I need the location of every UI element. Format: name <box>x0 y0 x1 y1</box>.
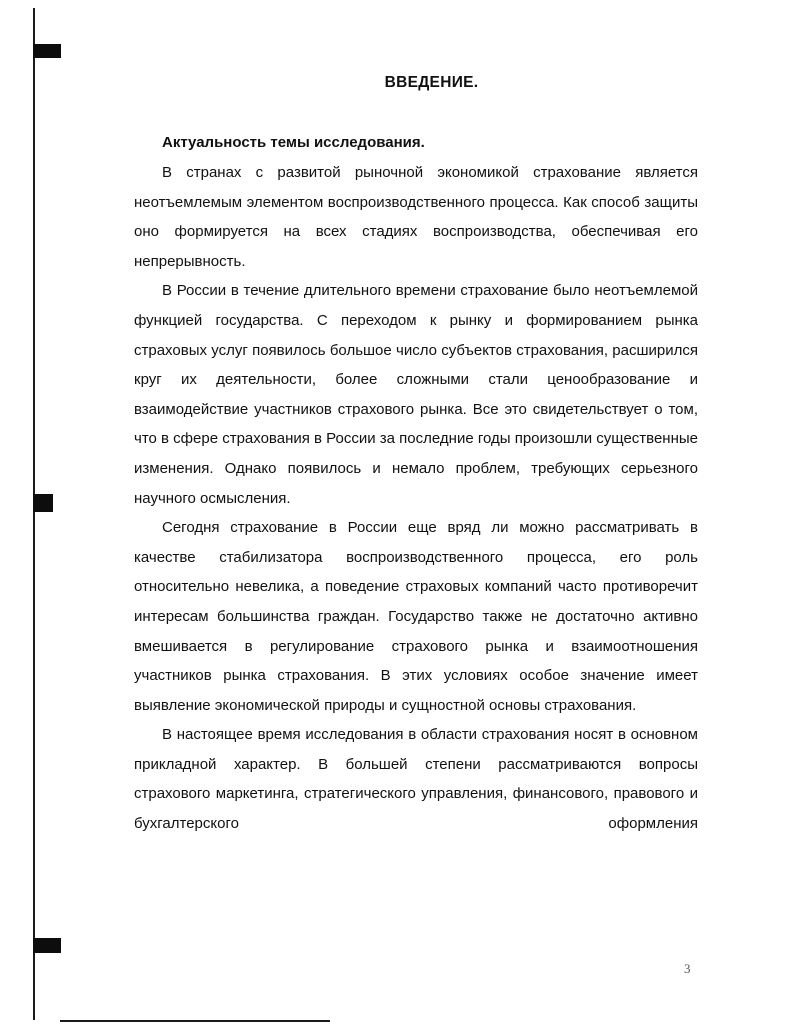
chapter-title: ВВЕДЕНИЕ. <box>384 74 479 91</box>
page-number: 3 <box>684 961 691 976</box>
paragraph-4: В настоящее время исследования в области страхования носят в основном прикладной характер. В большей степени рассматриваются вопросы страхового маркетинга, стратегического управления, финансового, правового и бухгалтерского оформления <box>134 726 698 833</box>
paragraph-3: Сегодня страхование в России еще вряд ли можно рассматривать в качестве стабилизатора воспроизводственного процесса, его роль относительно невелика, а поведение страховых компаний часто противоречит интересам большинства граждан. Государство также не достаточно активно вмешивается в регулирование страхового рынка и взаимоотношения участников рынка страхования. В этих условиях особое значение имеет выявление экономической природы и сущностной основы страхования. <box>134 519 698 714</box>
binding-mark-bottom <box>33 938 61 953</box>
paragraph-1: В странах с развитой рыночной экономикой страхование является неотъемлемым элементом воспроизводственного процесса. Как способ защиты оно формируется на всех стадиях воспроизводства, обеспечивая его непрерывность. <box>134 164 698 270</box>
section-heading: Актуальность темы исследования. <box>162 134 425 151</box>
binding-edge-line <box>33 8 35 1020</box>
paragraph-2: В России в течение длительного времени страхование было неотъемлемой функцией государства. С переходом к рынку и формированием рынка страховых услуг появилось большое число субъектов страхования, расширился круг их деятельности, более сложными стали ценообразование и взаимодействие участников страхового рынка. Все это свидетельствует о том, что в сфере страхования в России за последние годы произошли существенные изменения. Однако появилось и немало проблем, требующих серьезного научного осмысления. <box>134 282 698 507</box>
bottom-edge-line <box>60 1020 330 1022</box>
document-body <box>134 132 698 839</box>
binding-mark-top <box>33 44 61 58</box>
binding-mark-middle <box>33 494 53 512</box>
